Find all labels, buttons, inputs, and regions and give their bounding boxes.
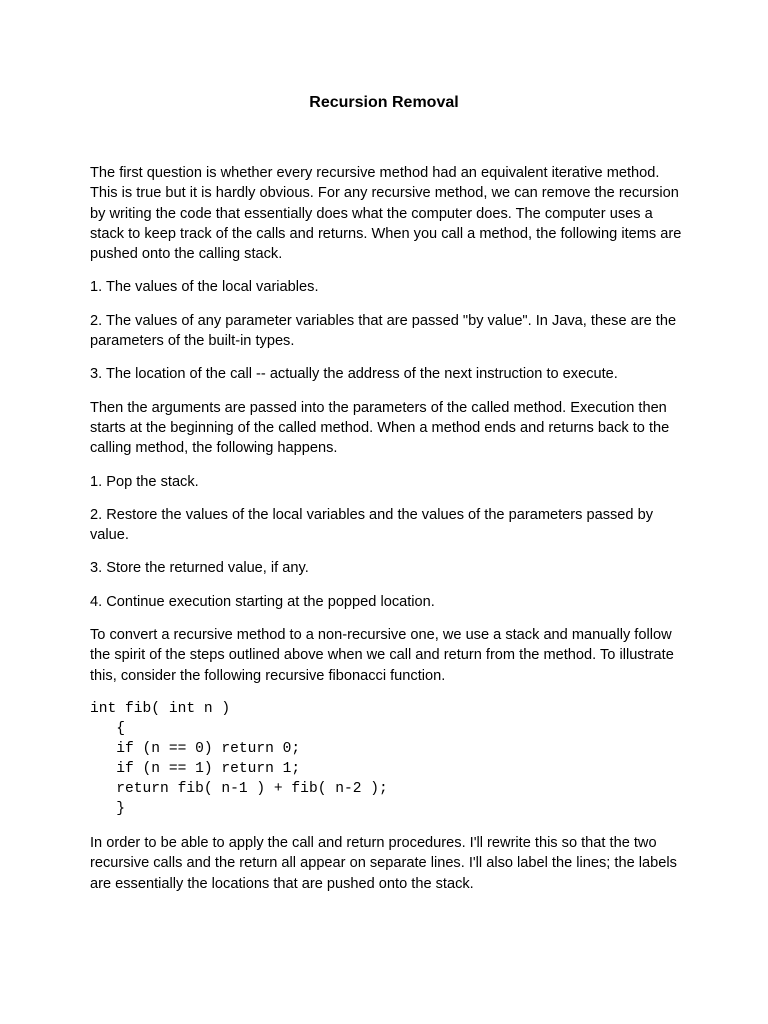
return-item-3: 3. Store the returned value, if any.: [90, 560, 309, 577]
call-item-3: 3. The location of the call -- actually the address of the next instruction to execute.: [90, 366, 618, 383]
page-title: Recursion Removal: [309, 94, 459, 111]
code-line: int fib( int n ): [90, 700, 231, 717]
code-line: return fib( n-1 ) + fib( n-2 );: [90, 780, 388, 797]
return-item-2: 2. Restore the values of the local variables and the values of the parameters passed by value.: [90, 506, 653, 544]
code-line: }: [90, 800, 126, 817]
code-block: [90, 699, 690, 819]
code-line: if (n == 1) return 1;: [90, 760, 301, 777]
closing-paragraph: In order to be able to apply the call and return procedures. I'll rewrite this so that the two recursive calls and the return all appear on separate lines. I'll also label the lines; the labels are essentially the locations that are pushed onto the stack.: [90, 834, 677, 892]
after-call-paragraph: Then the arguments are passed into the parameters of the called method. Execution then starts at the beginning of the called method. When a method ends and returns back to the calling method, the following happens.: [90, 399, 670, 457]
return-item-1: 1. Pop the stack.: [90, 473, 199, 490]
return-item-4: 4. Continue execution starting at the popped location.: [90, 593, 435, 610]
document-body: [90, 163, 690, 907]
intro-paragraph: The first question is whether every recursive method had an equivalent iterative method. This is true but it is hardly obvious. For any recursive method, we can remove the recursion by writing the code that essentially does what the computer does. The computer uses a stack to keep track of the calls and returns. When you call a method, the following items are pushed onto the calling stack.: [90, 165, 682, 263]
convert-paragraph: To convert a recursive method to a non-recursive one, we use a stack and manually follow the spirit of the steps outlined above when we call and return from the method. To illustrate this, consider the following recursive fibonacci function.: [90, 627, 674, 684]
code-line: {: [90, 720, 126, 737]
call-item-1: 1. The values of the local variables.: [90, 279, 319, 296]
code-line: if (n == 0) return 0;: [90, 740, 301, 757]
call-item-2: 2. The values of any parameter variables that are passed "by value". In Java, these are the parameters of the built-in types.: [90, 312, 677, 350]
